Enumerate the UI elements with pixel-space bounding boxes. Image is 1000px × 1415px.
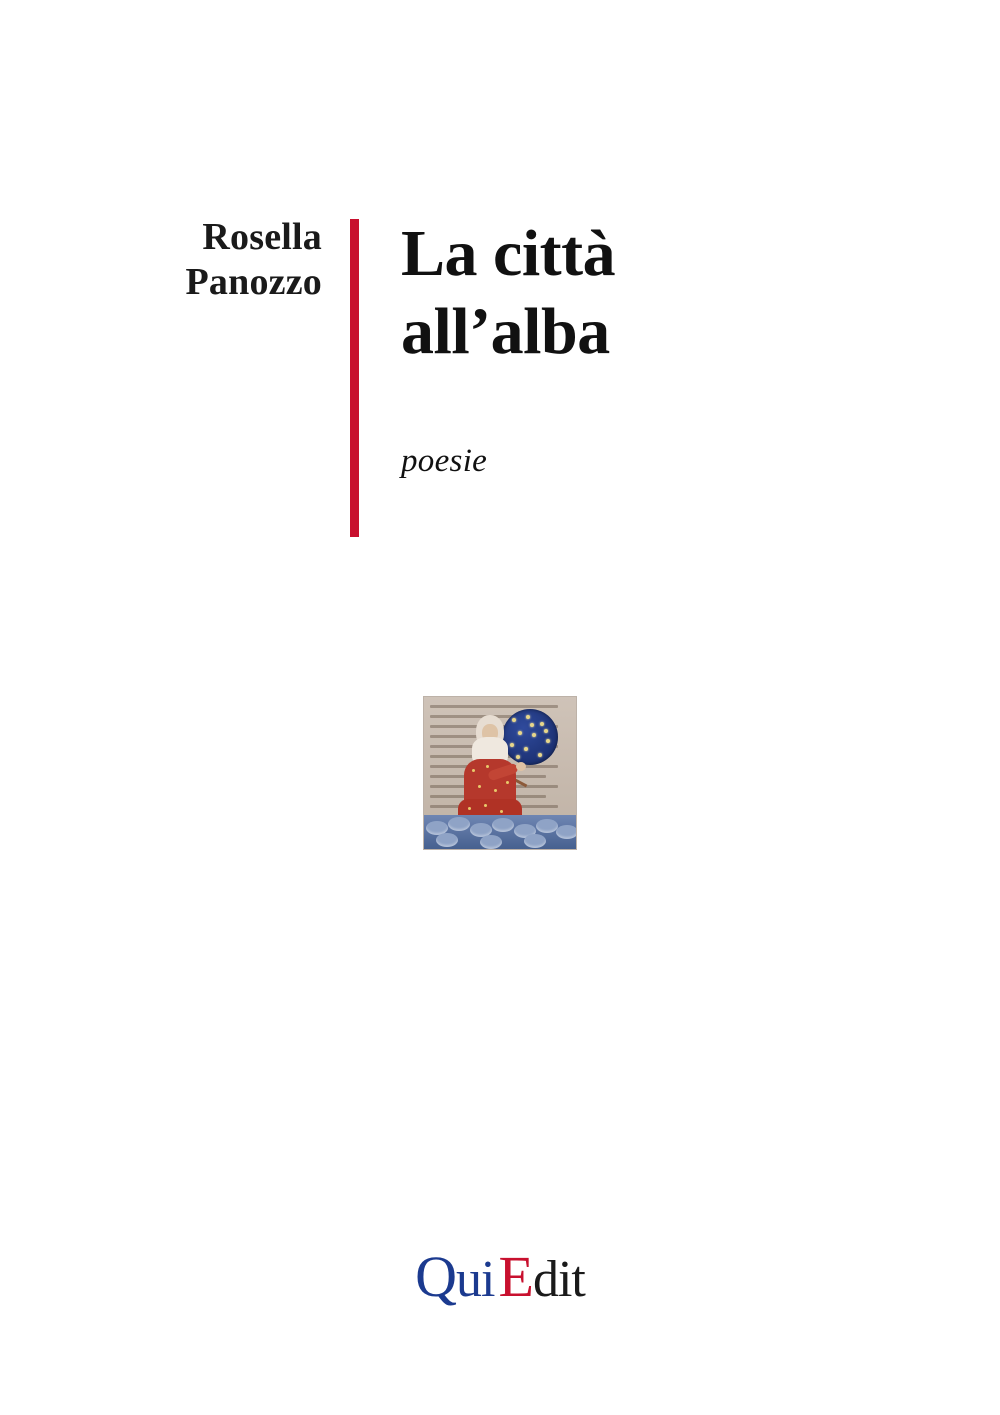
logo-qui-rest: ui — [456, 1251, 495, 1308]
publisher-logo — [0, 1244, 1000, 1309]
author-name — [180, 215, 350, 305]
logo-edit-capital: E — [498, 1244, 533, 1309]
logo-edit-rest: dit — [532, 1251, 585, 1308]
logo-qui-capital: Q — [415, 1244, 457, 1309]
author-first-name: Rosella — [202, 216, 322, 258]
figure-hand — [516, 762, 526, 771]
book-title-line-1: La città — [401, 217, 616, 290]
title-column — [359, 215, 615, 480]
author-last-name: Panozzo — [185, 260, 322, 303]
publisher-logo-text — [415, 1244, 585, 1309]
book-title-line-2: all’alba — [401, 294, 610, 368]
wave-band — [424, 815, 576, 849]
logo-edit — [498, 1244, 585, 1309]
red-vertical-rule — [350, 219, 359, 537]
title-block — [180, 215, 820, 537]
cover-illustration — [424, 697, 576, 849]
book-subtitle: poesie — [401, 442, 488, 479]
logo-qui — [415, 1244, 495, 1309]
